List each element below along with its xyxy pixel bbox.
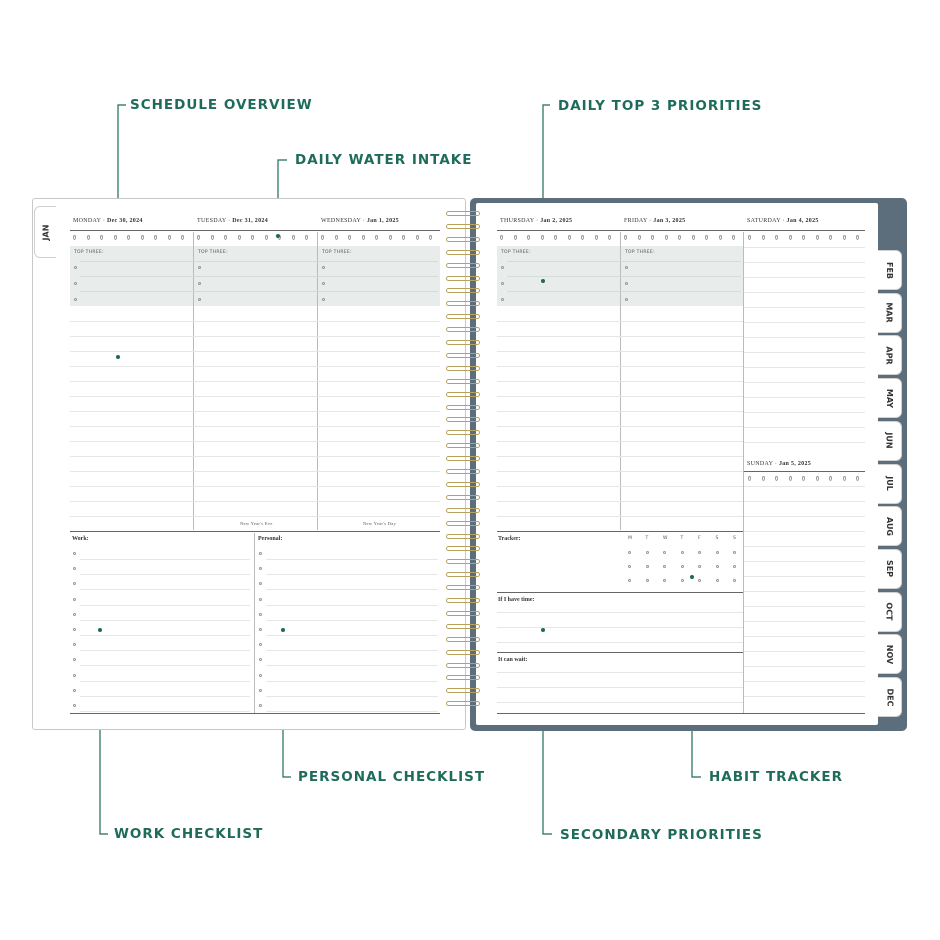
if-i-have-time-label: If I have time: <box>498 597 535 603</box>
bottom-rule-left <box>70 713 440 714</box>
top-three-checkbox <box>198 298 201 301</box>
day-header-tuesday: TUESDAY · Dec 31, 2024 <box>197 218 268 224</box>
water-drop <box>789 476 792 481</box>
callout-marker <box>116 355 120 359</box>
section-rule <box>70 531 440 532</box>
priority-line <box>497 627 743 628</box>
spiral-coil <box>446 301 480 306</box>
spiral-coil <box>446 559 480 564</box>
schedule-line <box>70 366 440 367</box>
callout-secondary-priorities: SECONDARY PRIORITIES <box>560 827 763 843</box>
month-tab-jun[interactable] <box>878 421 902 461</box>
schedule-line <box>70 456 440 457</box>
work-checkbox <box>73 628 76 631</box>
habit-checkbox <box>646 565 649 568</box>
spiral-coil <box>446 456 480 461</box>
checklist-line <box>266 650 438 651</box>
schedule-line <box>70 486 440 487</box>
entry-line <box>507 291 741 292</box>
month-tab-jan[interactable]: JAN <box>34 206 56 258</box>
month-tab-label: APR <box>885 346 894 365</box>
spiral-coil <box>446 276 480 281</box>
top-three-checkbox <box>501 266 504 269</box>
month-tab-may[interactable] <box>878 378 902 418</box>
schedule-line <box>744 367 865 368</box>
personal-checkbox <box>259 674 262 677</box>
personal-checkbox <box>259 552 262 555</box>
day-header-sunday: SUNDAY · Jan 5, 2025 <box>747 461 812 467</box>
tracker-day-label: S <box>733 536 736 541</box>
top-three-label: TOP THREE: <box>198 250 228 255</box>
checklist-line <box>266 574 438 575</box>
schedule-line <box>744 247 865 248</box>
top-three-checkbox <box>74 266 77 269</box>
spiral-coil <box>446 701 480 706</box>
schedule-line <box>744 412 865 413</box>
month-tab-label: DEC <box>884 688 894 706</box>
water-drop <box>335 235 338 240</box>
habit-checkbox <box>716 565 719 568</box>
checklist-line <box>80 635 250 636</box>
habit-checkbox <box>663 565 666 568</box>
schedule-line <box>744 292 865 293</box>
tracker-day-label: W <box>663 536 668 541</box>
spiral-coil <box>446 288 480 293</box>
month-tab-label: AUG <box>884 516 894 536</box>
work-label: Work: <box>72 536 89 542</box>
schedule-line <box>497 516 743 517</box>
callout-marker <box>541 628 545 632</box>
spiral-coil <box>446 611 480 616</box>
water-drop <box>541 235 544 240</box>
work-checkbox <box>73 552 76 555</box>
priority-line <box>497 687 743 688</box>
habit-checkbox <box>646 551 649 554</box>
spiral-coil <box>446 430 480 435</box>
schedule-line <box>497 381 743 382</box>
personal-checkbox <box>259 689 262 692</box>
checklist-line <box>266 589 438 590</box>
habit-checkbox <box>698 565 701 568</box>
schedule-line <box>497 411 743 412</box>
schedule-line <box>497 426 743 427</box>
schedule-line <box>744 501 865 502</box>
habit-checkbox <box>681 551 684 554</box>
checklist-line <box>80 696 250 697</box>
water-drop <box>843 476 846 481</box>
callout-marker <box>281 628 285 632</box>
schedule-line <box>744 651 865 652</box>
column-divider <box>743 232 744 713</box>
schedule-line <box>744 546 865 547</box>
schedule-line <box>744 591 865 592</box>
spiral-coil <box>446 250 480 255</box>
priority-line <box>497 702 743 703</box>
checklist-line <box>80 589 250 590</box>
month-tab-label: JUN <box>884 432 894 449</box>
holiday-note: New Year's Eve <box>240 521 273 526</box>
header-rule-right <box>497 230 865 231</box>
schedule-line <box>744 516 865 517</box>
callout-work-checklist: WORK CHECKLIST <box>114 826 264 842</box>
entry-line <box>507 276 741 277</box>
schedule-line <box>497 366 743 367</box>
section-rule <box>497 652 743 653</box>
work-checkbox <box>73 598 76 601</box>
spiral-coil <box>446 379 480 384</box>
spiral-coil <box>446 340 480 345</box>
water-drop <box>816 476 819 481</box>
schedule-line <box>70 426 440 427</box>
water-drop <box>362 235 365 240</box>
water-drop <box>665 235 668 240</box>
month-tab-label: NOV <box>884 644 894 665</box>
checklist-line <box>266 711 438 712</box>
habit-checkbox <box>698 579 701 582</box>
callout-marker <box>98 628 102 632</box>
schedule-line <box>70 501 440 502</box>
personal-checkbox <box>259 628 262 631</box>
water-drop <box>789 235 792 240</box>
spiral-coil <box>446 546 480 551</box>
top-three-checkbox <box>625 282 628 285</box>
schedule-line <box>744 337 865 338</box>
section-rule <box>497 592 743 593</box>
callout-daily-water-intake: DAILY WATER INTAKE <box>295 152 473 168</box>
tracker-day-label: F <box>698 536 701 541</box>
month-tab-jul[interactable] <box>878 464 902 504</box>
top-three-checkbox <box>322 282 325 285</box>
schedule-line <box>744 696 865 697</box>
schedule-line <box>70 441 440 442</box>
checklist-line <box>266 696 438 697</box>
schedule-line <box>744 681 865 682</box>
month-tab-mar[interactable] <box>878 293 902 333</box>
day-header-friday: FRIDAY · Jan 3, 2025 <box>624 218 686 224</box>
habit-checkbox <box>733 579 736 582</box>
personal-label: Personal: <box>258 536 283 542</box>
water-drop <box>762 235 765 240</box>
water-drop <box>87 235 90 240</box>
spiral-coil <box>446 443 480 448</box>
habit-checkbox <box>663 579 666 582</box>
callout-marker <box>541 279 545 283</box>
top-three-label: TOP THREE: <box>322 250 352 255</box>
water-drop <box>211 235 214 240</box>
water-drop <box>141 235 144 240</box>
checklist-line <box>80 665 250 666</box>
month-tab-nov[interactable] <box>878 634 902 674</box>
callout-marker <box>276 234 280 238</box>
spiral-coil <box>446 482 480 487</box>
spiral-coil <box>446 637 480 642</box>
top-three-checkbox <box>322 266 325 269</box>
day-header-wednesday: WEDNESDAY · Jan 1, 2025 <box>321 218 399 224</box>
day-header-monday: MONDAY · Dec 30, 2024 <box>73 218 143 224</box>
habit-checkbox <box>733 565 736 568</box>
schedule-line <box>70 411 440 412</box>
checklist-line <box>266 620 438 621</box>
habit-checkbox <box>733 551 736 554</box>
schedule-line <box>70 516 440 517</box>
water-drop <box>238 235 241 240</box>
schedule-line <box>744 636 865 637</box>
schedule-line <box>744 606 865 607</box>
spiral-coil <box>446 405 480 410</box>
checklist-line <box>266 665 438 666</box>
schedule-line <box>497 441 743 442</box>
callout-marker <box>690 575 694 579</box>
checklist-line <box>80 711 250 712</box>
schedule-line <box>70 381 440 382</box>
schedule-line <box>70 321 440 322</box>
top-three-checkbox <box>625 266 628 269</box>
month-tab-sep[interactable] <box>878 549 902 589</box>
spiral-coil <box>446 572 480 577</box>
water-drop <box>719 235 722 240</box>
habit-checkbox <box>716 579 719 582</box>
schedule-line <box>497 351 743 352</box>
bottom-rule-right <box>497 713 865 714</box>
top-three-checkbox <box>74 282 77 285</box>
water-drop <box>416 235 419 240</box>
schedule-line <box>744 277 865 278</box>
checklist-line <box>266 681 438 682</box>
checklist-line <box>266 559 438 560</box>
top-three-checkbox <box>501 282 504 285</box>
entry-line <box>80 276 438 277</box>
schedule-line <box>497 501 743 502</box>
work-checkbox <box>73 613 76 616</box>
spiral-coil <box>446 224 480 229</box>
day-header-saturday: SATURDAY · Jan 4, 2025 <box>747 218 819 224</box>
spiral-coil <box>446 663 480 668</box>
schedule-line <box>744 352 865 353</box>
top-three-checkbox <box>198 282 201 285</box>
callout-daily-top3-priorities: DAILY TOP 3 PRIORITIES <box>558 98 763 114</box>
month-tab-apr[interactable] <box>878 335 902 375</box>
schedule-line <box>744 307 865 308</box>
checklist-line <box>80 605 250 606</box>
habit-checkbox <box>663 551 666 554</box>
water-drop <box>292 235 295 240</box>
month-tab-label: SEP <box>885 560 894 578</box>
top-three-checkbox <box>501 298 504 301</box>
spiral-coil <box>446 366 480 371</box>
work-checkbox <box>73 704 76 707</box>
spiral-coil <box>446 314 480 319</box>
section-rule <box>497 531 743 532</box>
schedule-line <box>744 262 865 263</box>
spiral-coil <box>446 327 480 332</box>
schedule-line <box>744 322 865 323</box>
it-can-wait-label: It can wait: <box>498 657 528 663</box>
header-rule-left <box>70 230 440 231</box>
tracker-label: Tracker: <box>498 536 521 542</box>
month-tab-label: JUL <box>884 476 894 491</box>
habit-checkbox <box>681 565 684 568</box>
schedule-line <box>70 336 440 337</box>
spiral-coil <box>446 392 480 397</box>
schedule-line <box>497 336 743 337</box>
habit-checkbox <box>628 551 631 554</box>
spiral-coil <box>446 211 480 216</box>
schedule-line <box>744 427 865 428</box>
callout-personal-checklist: PERSONAL CHECKLIST <box>298 769 486 785</box>
water-drop <box>595 235 598 240</box>
spiral-coil <box>446 675 480 680</box>
tracker-day-label: T <box>645 536 649 541</box>
top-three-label: TOP THREE: <box>74 250 104 255</box>
schedule-line <box>497 456 743 457</box>
habit-checkbox <box>698 551 701 554</box>
water-drop <box>265 235 268 240</box>
schedule-line <box>744 561 865 562</box>
habit-checkbox <box>646 579 649 582</box>
tracker-day-label: M <box>628 536 632 541</box>
top-three-label: TOP THREE: <box>501 250 531 255</box>
schedule-line <box>70 351 440 352</box>
priority-line <box>497 612 743 613</box>
tracker-day-label: T <box>680 536 684 541</box>
month-tab-aug[interactable] <box>878 506 902 546</box>
water-drop <box>843 235 846 240</box>
month-tab-feb[interactable] <box>878 250 902 290</box>
spiral-coil <box>446 508 480 513</box>
priority-line <box>497 642 743 643</box>
spiral-coil <box>446 263 480 268</box>
spiral-coil <box>446 353 480 358</box>
column-divider <box>254 533 255 713</box>
priority-line <box>497 672 743 673</box>
month-tab-label: MAY <box>885 388 894 408</box>
checklist-line <box>266 605 438 606</box>
spiral-coil <box>446 688 480 693</box>
sunday-rule <box>744 471 865 472</box>
schedule-line <box>497 471 743 472</box>
personal-checkbox <box>259 704 262 707</box>
schedule-line <box>744 531 865 532</box>
spiral-coil <box>446 534 480 539</box>
tracker-day-label: S <box>715 536 719 541</box>
water-drop <box>762 476 765 481</box>
personal-checkbox <box>259 598 262 601</box>
water-drop <box>638 235 641 240</box>
work-checkbox <box>73 674 76 677</box>
schedule-line <box>70 396 440 397</box>
water-drop <box>568 235 571 240</box>
month-tab-label: OCT <box>884 602 894 621</box>
schedule-line <box>744 666 865 667</box>
spiral-coil <box>446 469 480 474</box>
water-drop <box>692 235 695 240</box>
checklist-line <box>80 620 250 621</box>
schedule-line <box>744 576 865 577</box>
water-drop <box>514 235 517 240</box>
top-three-checkbox <box>322 298 325 301</box>
spiral-coil <box>446 598 480 603</box>
month-tab-label: FEB <box>885 261 894 279</box>
spiral-coil <box>446 521 480 526</box>
water-drop <box>114 235 117 240</box>
spiral-coil <box>446 495 480 500</box>
habit-checkbox <box>716 551 719 554</box>
schedule-line <box>497 321 743 322</box>
schedule-line <box>744 486 865 487</box>
schedule-line <box>744 621 865 622</box>
spiral-coil <box>446 237 480 242</box>
callout-schedule-overview: SCHEDULE OVERVIEW <box>130 97 313 113</box>
work-checkbox <box>73 689 76 692</box>
checklist-line <box>266 635 438 636</box>
callout-habit-tracker: HABIT TRACKER <box>709 769 844 785</box>
schedule-line <box>497 396 743 397</box>
spiral-coil <box>446 624 480 629</box>
entry-line <box>80 291 438 292</box>
top-three-checkbox <box>625 298 628 301</box>
holiday-note: New Year's Day <box>363 521 397 526</box>
water-drop <box>168 235 171 240</box>
month-tab-label: MAR <box>885 302 894 323</box>
spiral-coil <box>446 650 480 655</box>
top-three-checkbox <box>74 298 77 301</box>
month-tab-dec[interactable] <box>878 677 902 717</box>
schedule-line <box>497 486 743 487</box>
checklist-line <box>80 574 250 575</box>
checklist-line <box>80 559 250 560</box>
schedule-line <box>744 397 865 398</box>
checklist-line <box>80 650 250 651</box>
habit-checkbox <box>681 579 684 582</box>
habit-checkbox <box>628 579 631 582</box>
entry-line <box>80 261 438 262</box>
entry-line <box>507 261 741 262</box>
top-three-checkbox <box>198 266 201 269</box>
day-header-thursday: THURSDAY · Jan 2, 2025 <box>500 218 573 224</box>
top-three-label: TOP THREE: <box>625 250 655 255</box>
water-drop <box>389 235 392 240</box>
schedule-line <box>744 442 865 443</box>
month-tab-oct[interactable] <box>878 592 902 632</box>
schedule-line <box>744 382 865 383</box>
habit-checkbox <box>628 565 631 568</box>
water-drop <box>816 235 819 240</box>
spiral-coil <box>446 585 480 590</box>
schedule-line <box>70 471 440 472</box>
personal-checkbox <box>259 613 262 616</box>
checklist-line <box>80 681 250 682</box>
spiral-coil <box>446 417 480 422</box>
